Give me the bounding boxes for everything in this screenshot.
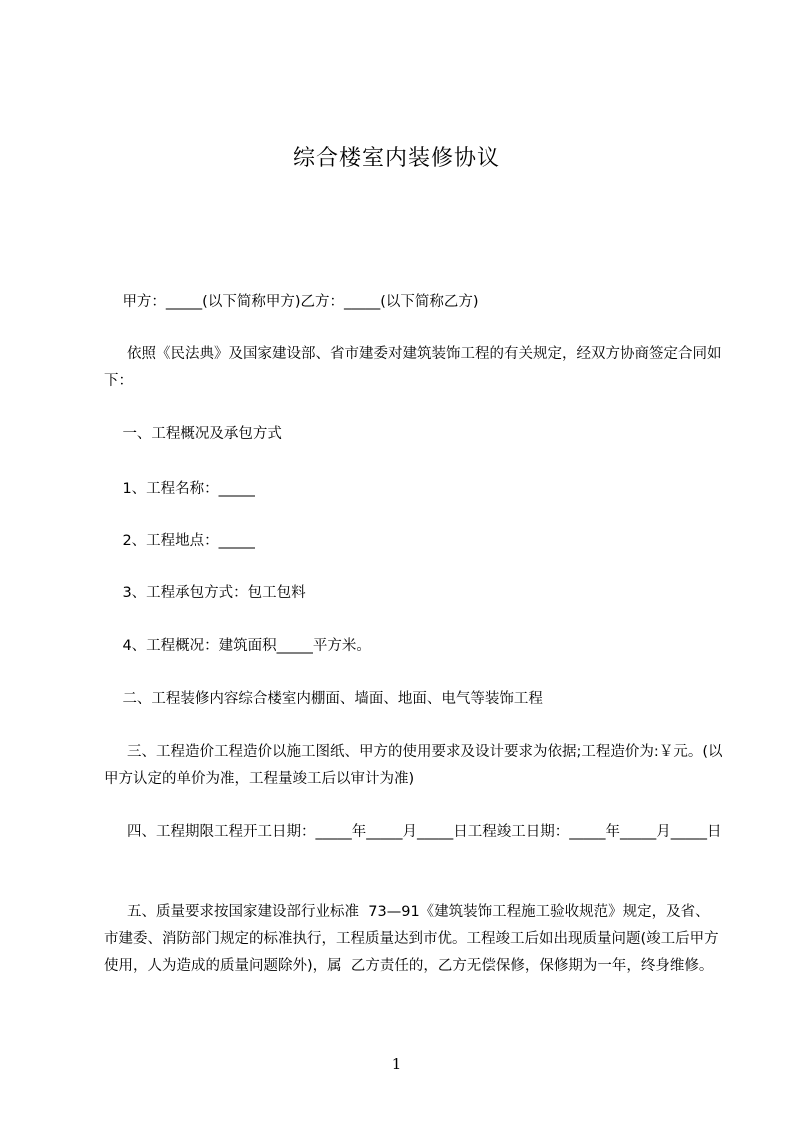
- paragraph-section-3: 三、工程造价工程造价以施工图纸、甲方的使用要求及设计要求为依据;工程造价为:￥元。(以甲方认定的单价为准，工程量竣工后以审计为准): [104, 744, 723, 787]
- paragraph-project-name: 1、工程名称：_____: [104, 481, 255, 497]
- paragraph-section-5: 五、质量要求按国家建设部行业标准 73—91《建筑装饰工程施工验收规范》规定，及省、市建委、消防部门规定的标准执行，工程质量达到市优。工程竣工后如出现质量问题(竣工后甲方使用，人为造成的质量问题除外)，属 乙方责任的，乙方无偿保修，保修期为一年，终身维修。: [104, 904, 719, 974]
- paragraph-parties: 甲方：_____(以下简称甲方)乙方：_____(以下简称乙方): [104, 294, 479, 310]
- heading-section-1: 一、工程概况及承包方式: [104, 426, 282, 442]
- page-number: 1: [391, 1055, 402, 1073]
- paragraph-section-2: 二、工程装修内容综合楼室内棚面、墙面、地面、电气等装饰工程: [104, 691, 543, 707]
- paragraph-preamble: 依照《民法典》及国家建设部、省市建委对建筑装饰工程的有关规定，经双方协商签定合同如下：: [104, 346, 722, 389]
- paragraph-project-location: 2、工程地点：_____: [104, 533, 255, 549]
- paragraph-project-overview: 4、工程概况：建筑面积_____平方米。: [104, 638, 371, 654]
- paragraph-contract-method: 3、工程承包方式：包工包料: [104, 585, 306, 601]
- document-title: 综合楼室内装修协议: [292, 146, 500, 171]
- paragraph-section-4: 四、工程期限工程开工日期：_____年_____月_____日工程竣工日期：_____年_____月_____日: [104, 824, 722, 840]
